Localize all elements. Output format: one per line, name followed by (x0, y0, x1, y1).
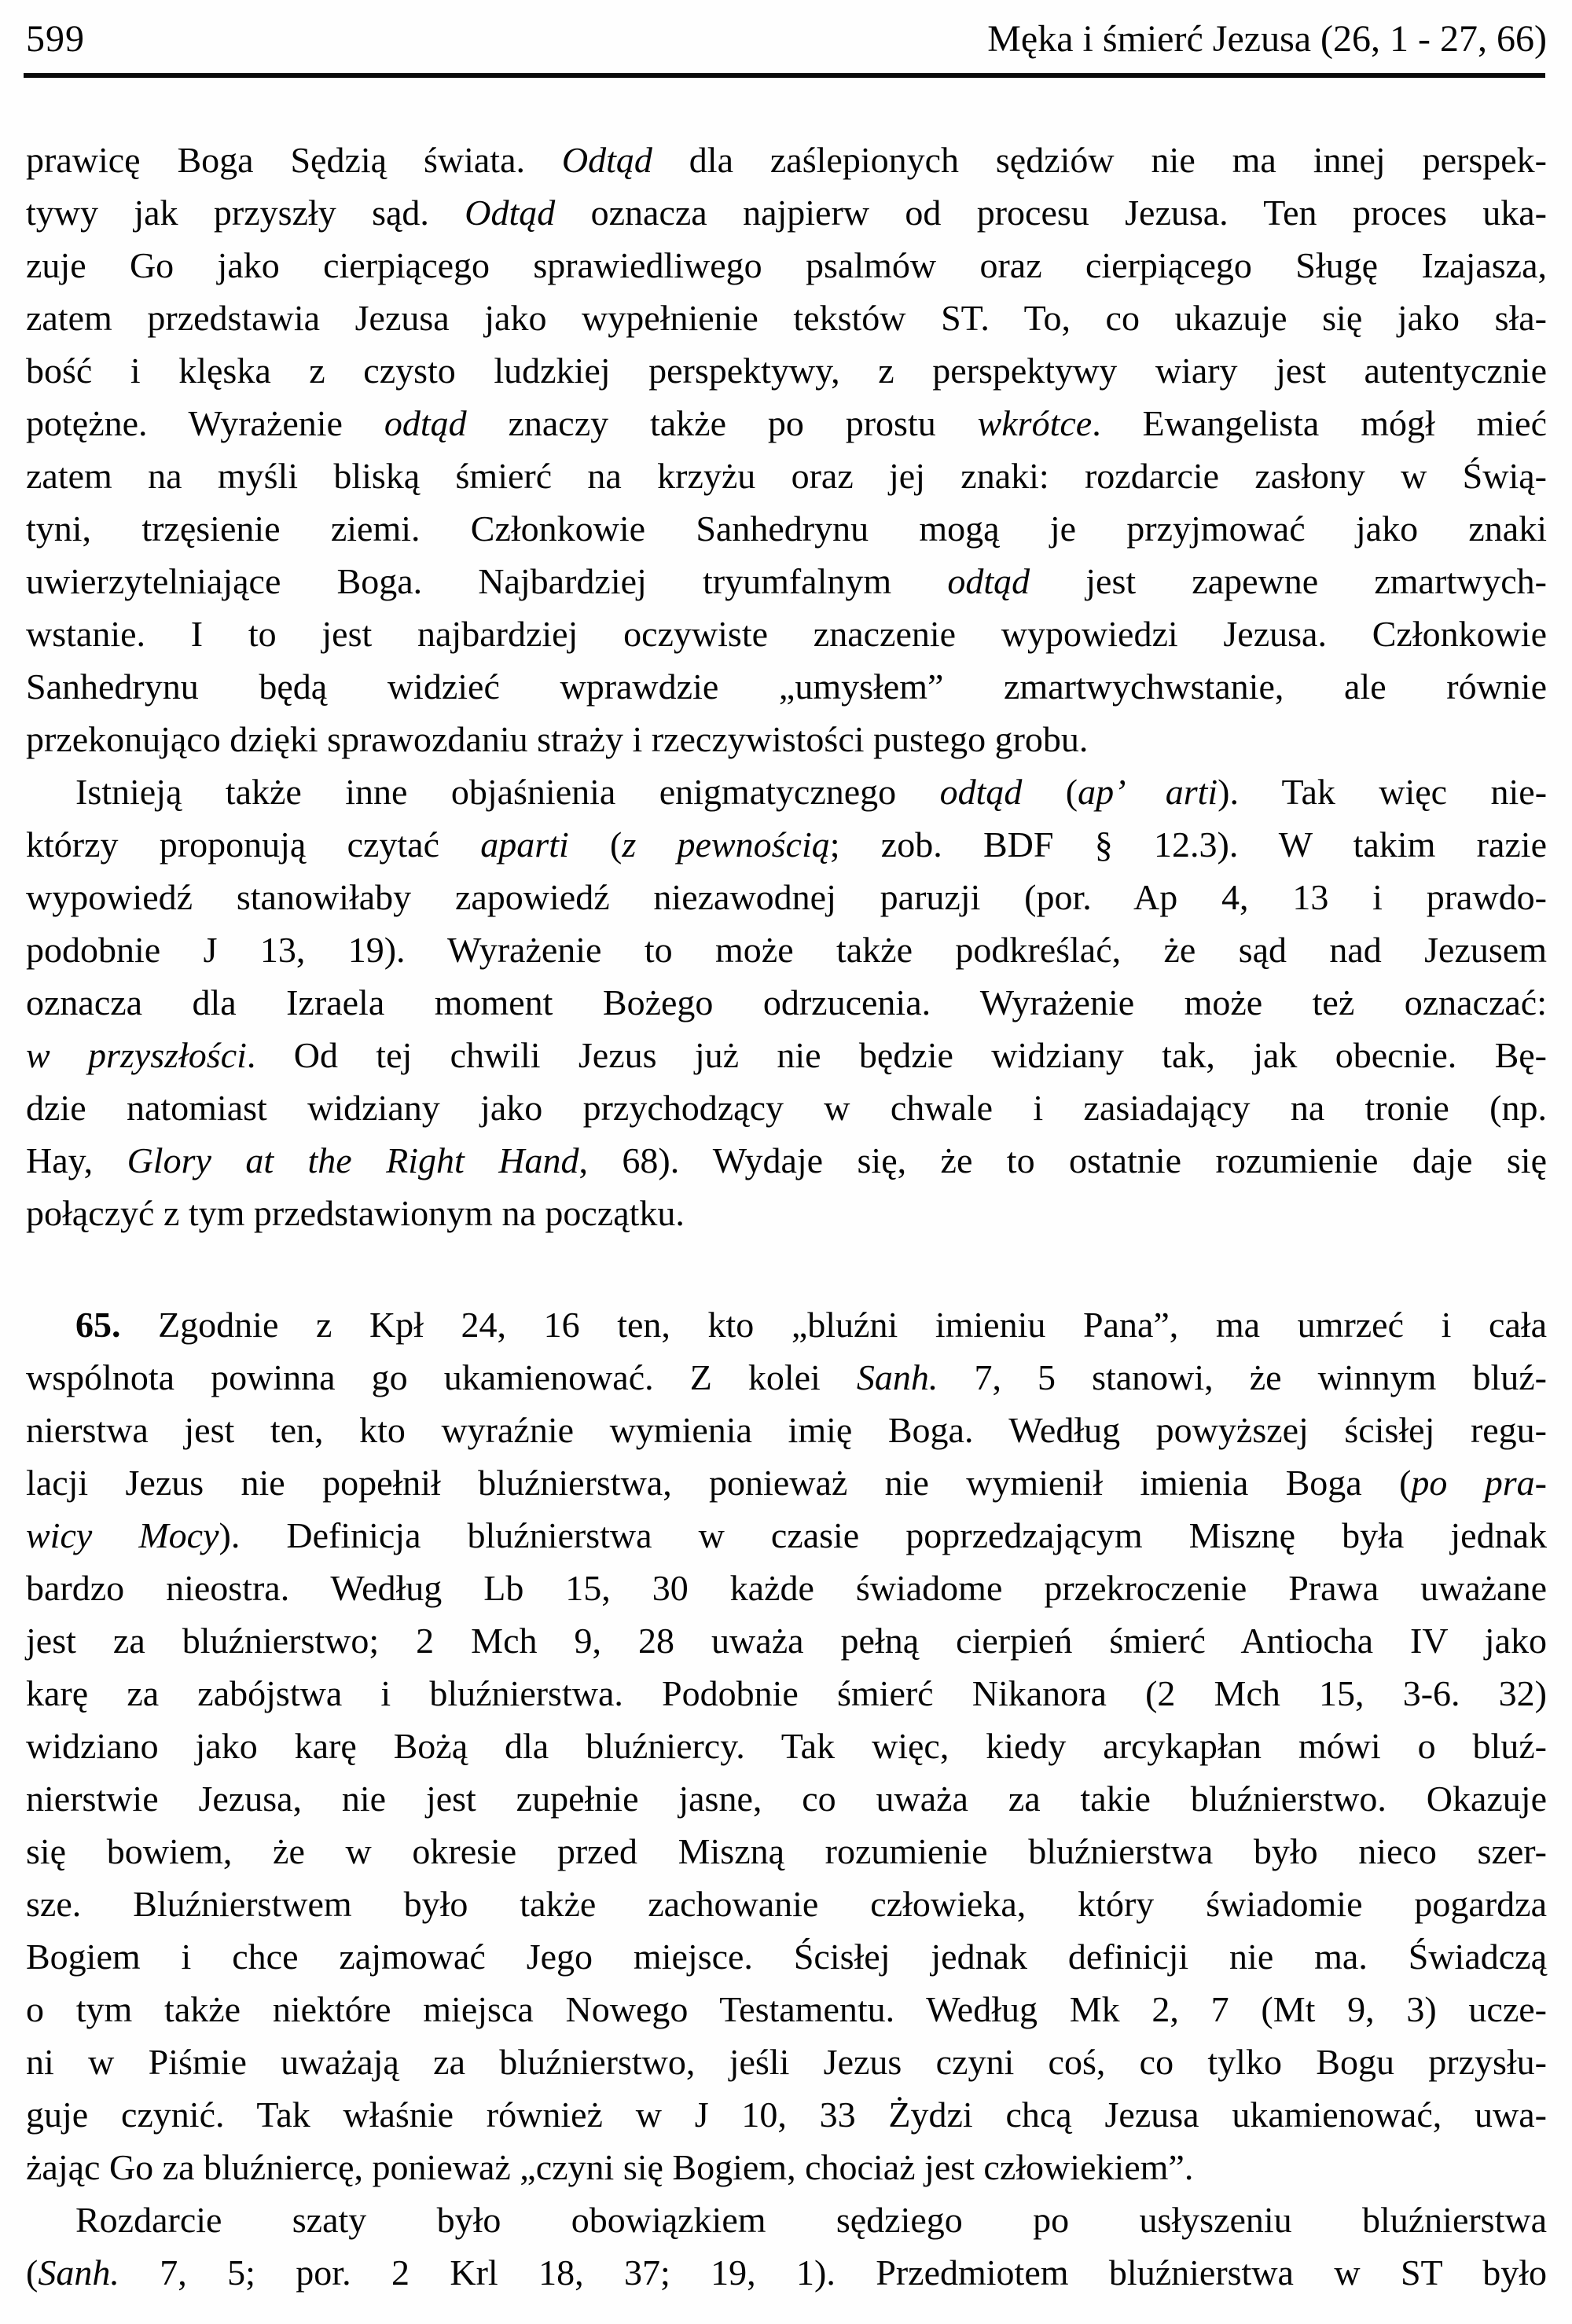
text-segment: Odtąd (561, 140, 652, 180)
text-segment: odtąd (939, 772, 1023, 812)
text-segment: bardzo nieostra. Według Lb 15, 30 każde świadome przekroczenie Prawa uważane (26, 1568, 1547, 1608)
text-segment: oznacza dla Izraela moment Bożego odrzucenia. Wyrażenie może też oznaczać: (26, 982, 1547, 1022)
text-line (26, 2194, 1547, 2246)
text-line (26, 502, 1547, 555)
text-segment: , 68). Wydaje się, że to ostatnie rozumienie daje się (578, 1140, 1547, 1180)
text-segment: znaczy także po prostu (466, 403, 978, 443)
text-segment: 7, 5 stanowi, że winnym bluź- (938, 1357, 1547, 1397)
text-segment: potężne. Wyrażenie (26, 403, 384, 443)
text-line (26, 1029, 1547, 1081)
text-segment: zatem przedstawia Jezusa jako wypełnienie tekstów ST. To, co ukazuje się jako sła- (26, 298, 1547, 338)
text-line (26, 765, 1547, 818)
text-segment: ( (1022, 772, 1078, 812)
text-segment: aparti (480, 824, 569, 865)
text-segment: Sanh. (856, 1357, 938, 1397)
text-line (26, 1930, 1547, 1983)
text-line (26, 292, 1547, 344)
text-segment: nierstwie Jezusa, nie jest zupełnie jasne, co uważa za takie bluźnierstwo. Okazuje (26, 1779, 1547, 1819)
text-segment: guje czynić. Tak właśnie również w J 10, 33 Żydzi chcą Jezusa ukamienować, uwa- (26, 2095, 1547, 2135)
text-segment: 7, 5; por. 2 Krl 18, 37; 19, 1). Przedmiotem bluźnierstwa w ST było (119, 2252, 1547, 2293)
text-segment: Zgodnie z Kpł 24, 16 ten, kto „bluźni imieniu Pana”, ma umrzeć i cała (120, 1305, 1547, 1345)
text-segment: ap’ arti (1078, 772, 1218, 812)
text-line (26, 608, 1547, 660)
text-segment: . Od tej chwili Jezus już nie będzie widziany tak, jak obecnie. Bę- (246, 1035, 1547, 1075)
text-segment: ( (568, 824, 623, 865)
text-line (26, 713, 1547, 765)
text-line (26, 450, 1547, 502)
text-segment: uwierzytelniające Boga. Najbardziej tryumfalnym (26, 561, 948, 601)
paragraph (26, 134, 1547, 765)
text-segment: odtąd (384, 403, 467, 443)
text-segment: Bogiem i chce zajmować Jego miejsce. Ścisłej jednak definicji nie ma. Świadczą (26, 1937, 1547, 1977)
text-segment: żając Go za bluźniercę, ponieważ „czyni się Bogiem, chociaż jest człowiekiem”. (26, 2147, 1194, 2187)
text-segment: tyni, trzęsienie ziemi. Członkowie Sanhedrynu mogą je przyjmować jako znaki (26, 508, 1547, 549)
text-segment: z pewnością (622, 824, 830, 865)
text-line (26, 1983, 1547, 2036)
text-line (26, 1825, 1547, 1878)
text-segment: się bowiem, że w okresie przed Miszną rozumienie bluźnierstwa było nieco szer- (26, 1831, 1547, 1871)
text-line (26, 1404, 1547, 1456)
text-line (26, 2141, 1547, 2194)
text-segment: ). Definicja bluźnierstwa w czasie poprzedzającym Misznę była jednak (219, 1515, 1547, 1555)
text-segment: 65. (75, 1305, 121, 1345)
text-segment: karę za zabójstwa i bluźnierstwa. Podobnie śmierć Nikanora (2 Mch 15, 3-6. 32) (26, 1673, 1547, 1713)
text-line (26, 555, 1547, 608)
text-segment: w przyszłości (26, 1035, 247, 1075)
text-segment: prawicę Boga Sędzią świata. (26, 140, 562, 180)
page-header (26, 17, 1547, 61)
text-segment: Odtąd (465, 193, 556, 233)
text-segment: wicy Mocy (26, 1515, 219, 1555)
text-line (26, 1134, 1547, 1187)
text-segment: lacji Jezus nie popełnił bluźnierstwa, ponieważ nie wymienił imienia Boga ( (26, 1463, 1412, 1503)
paragraph (26, 1298, 1547, 2194)
text-line (26, 186, 1547, 239)
text-segment: po pra- (1411, 1463, 1547, 1503)
text-segment: Sanh. (38, 2252, 119, 2293)
body-text (26, 134, 1547, 2299)
text-line (26, 397, 1547, 450)
text-line (26, 1878, 1547, 1930)
text-line (26, 1667, 1547, 1720)
text-line (26, 976, 1547, 1029)
text-segment: przekonująco dzięki sprawozdaniu straży i rzeczywistości pustego grobu. (26, 719, 1089, 759)
text-segment: o tym także niektóre miejsca Nowego Testamentu. Według Mk 2, 7 (Mt 9, 3) ucze- (26, 1989, 1547, 2029)
text-segment: ). Tak więc nie- (1218, 772, 1548, 812)
text-line (26, 344, 1547, 397)
text-segment: tywy jak przyszły sąd. (26, 193, 465, 233)
text-line (26, 1614, 1547, 1667)
text-line (26, 660, 1547, 713)
text-segment: ( (26, 2252, 39, 2293)
text-segment: zuje Go jako cierpiącego sprawiedliwego psalmów oraz cierpiącego Sługę Izajasza, (26, 245, 1547, 285)
text-segment: podobnie J 13, 19). Wyrażenie to może także podkreślać, że sąd nad Jezusem (26, 930, 1547, 970)
header-rule (24, 73, 1545, 78)
text-segment: wypowiedź stanowiłaby zapowiedź niezawodnej paruzji (por. Ap 4, 13 i prawdo- (26, 877, 1547, 917)
text-segment: którzy proponują czytać (26, 824, 481, 865)
text-segment: nierstwa jest ten, kto wyraźnie wymienia imię Boga. Według powyższej ścisłej regu- (26, 1410, 1547, 1450)
text-line (26, 1509, 1547, 1562)
page-number: 599 (26, 18, 85, 60)
text-segment: Rozdarcie szaty było obowiązkiem sędziego po usłyszeniu bluźnierstwa (75, 2200, 1547, 2240)
text-segment: ; zob. BDF § 12.3). W takim razie (829, 824, 1547, 865)
text-line (26, 134, 1547, 186)
text-segment: dla zaślepionych sędziów nie ma innej perspek- (652, 140, 1547, 180)
text-segment: jest za bluźnierstwo; 2 Mch 9, 28 uważa pełną cierpień śmierć Antiocha IV jako (26, 1621, 1547, 1661)
text-line (26, 239, 1547, 292)
text-line (26, 2036, 1547, 2088)
text-segment: odtąd (947, 561, 1030, 601)
text-segment: Hay, (26, 1140, 127, 1180)
text-segment: Glory at the Right Hand (127, 1140, 579, 1180)
text-segment: wkrótce (977, 403, 1093, 443)
text-line (26, 871, 1547, 923)
text-segment: ni w Piśmie uważają za bluźnierstwo, jeśli Jezus czyni coś, co tylko Bogu przysłu- (26, 2042, 1547, 2082)
text-line (26, 1456, 1547, 1509)
text-segment: wstanie. I to jest najbardziej oczywiste znaczenie wypowiedzi Jezusa. Członkowie (26, 614, 1547, 654)
text-segment: . Ewangelista mógł mieć (1092, 403, 1547, 443)
text-segment: Sanhedrynu będą widzieć wprawdzie „umysłem” zmartwychwstanie, ale równie (26, 666, 1547, 707)
text-segment: połączyć z tym przedstawionym na początku. (26, 1193, 685, 1233)
text-line (26, 1351, 1547, 1404)
running-head: Męka i śmierć Jezusa (26, 1 - 27, 66) (987, 18, 1547, 60)
text-segment: oznacza najpierw od procesu Jezusa. Ten proces uka- (555, 193, 1548, 233)
text-segment: widziano jako karę Bożą dla bluźniercy. Tak więc, kiedy arcykapłan mówi o bluź- (26, 1726, 1547, 1766)
paragraph (26, 2194, 1547, 2299)
text-line (26, 2246, 1547, 2299)
text-segment: sze. Bluźnierstwem było także zachowanie człowieka, który świadomie pogardza (26, 1884, 1547, 1924)
text-line (26, 818, 1547, 871)
text-segment: Istnieją także inne objaśnienia enigmatycznego (75, 772, 940, 812)
text-line (26, 1187, 1547, 1239)
text-line (26, 1562, 1547, 1614)
text-segment: wspólnota powinna go ukamienować. Z kolei (26, 1357, 857, 1397)
text-segment: dzie natomiast widziany jako przychodzący w chwale i zasiadający na tronie (np. (26, 1088, 1547, 1128)
text-line (26, 1298, 1547, 1351)
text-segment: bość i klęska z czysto ludzkiej perspektywy, z perspektywy wiary jest autentycznie (26, 351, 1547, 391)
text-line (26, 1720, 1547, 1772)
text-line (26, 1772, 1547, 1825)
text-line (26, 923, 1547, 976)
text-line (26, 2088, 1547, 2141)
paragraph (26, 765, 1547, 1239)
text-segment: jest zapewne zmartwych- (1030, 561, 1547, 601)
text-segment: zatem na myśli bliską śmierć na krzyżu oraz jej znaki: rozdarcie zasłony w Świą- (26, 456, 1547, 496)
text-line (26, 1081, 1547, 1134)
